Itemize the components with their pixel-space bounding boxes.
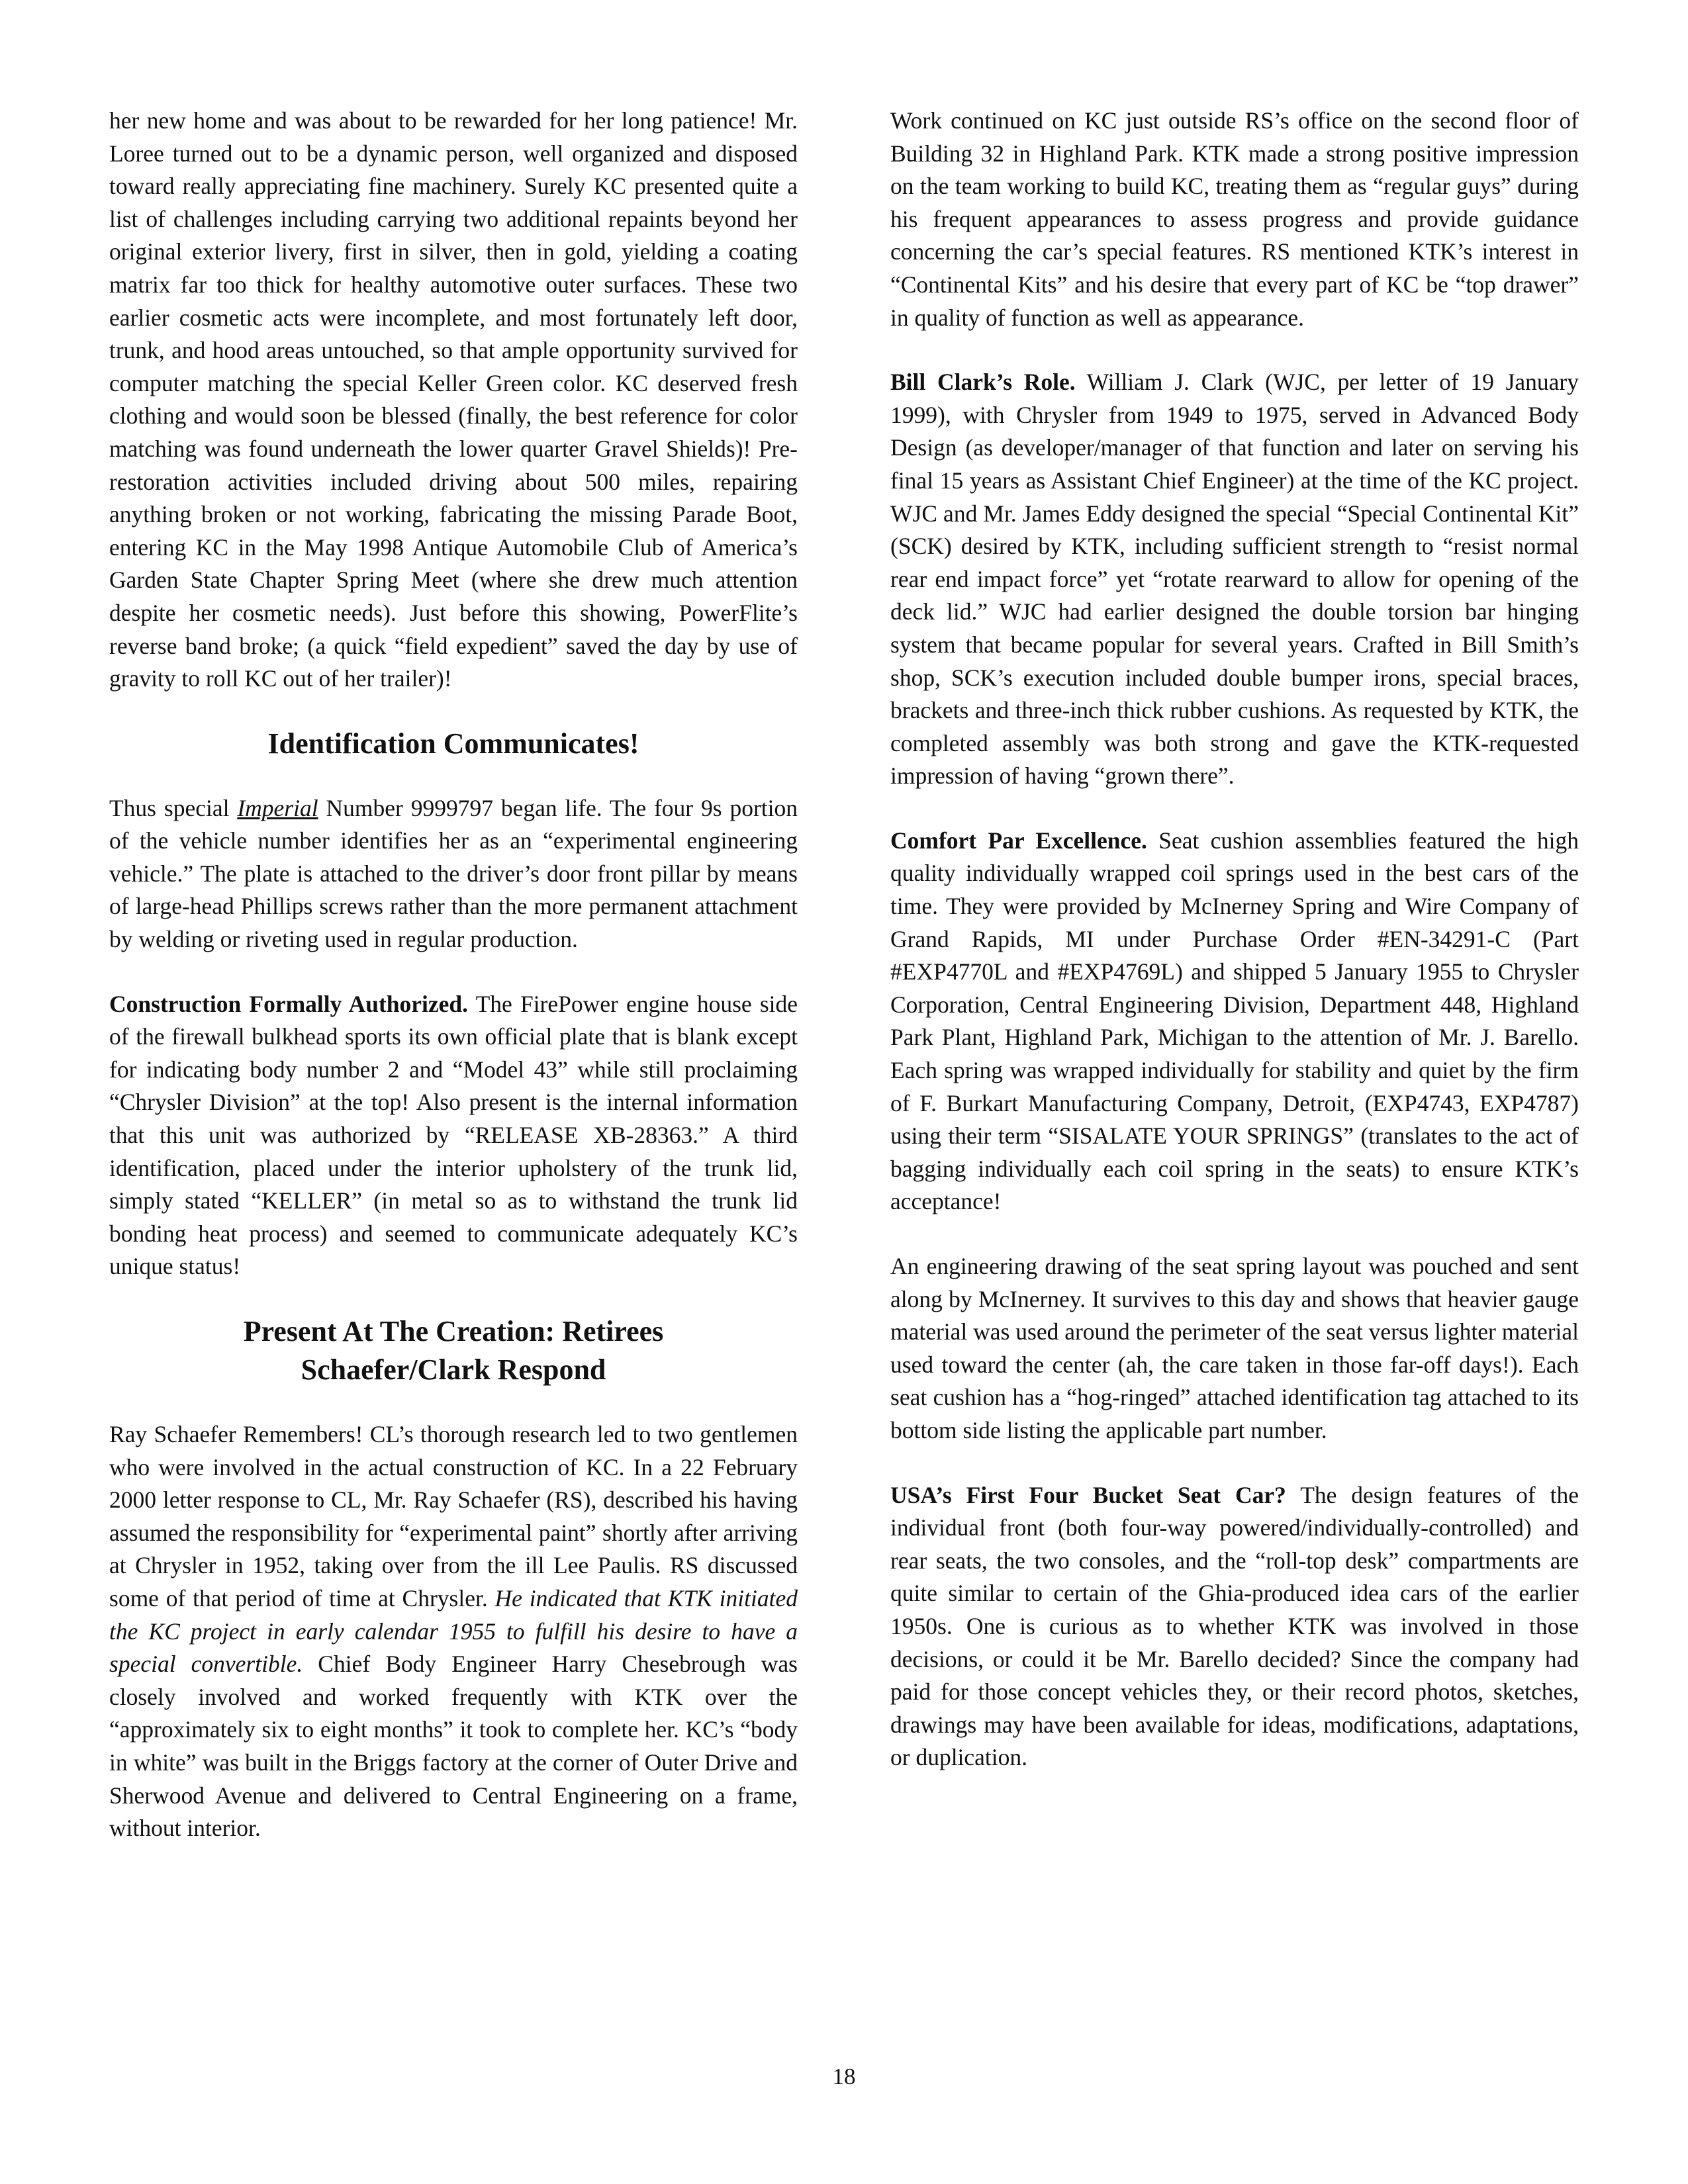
heading-identification-communicates: Identification Communicates! — [267, 727, 639, 760]
heading-line: Present At The Creation: Retirees — [243, 1315, 664, 1347]
page-number: 18 — [832, 2064, 856, 2089]
paragraph-vehicle-number — [109, 792, 798, 956]
paragraph-building-32: Work continued on KC just outside RS’s office on the second floor of Building 32 in Highland Park. KTK made a strong positive impression on the team working to build KC, treating them as “regular guys” during his frequent appearances to assess progress and provide guidance concerning the car’s special features. RS mentioned KTK’s interest in “Continental Kits” and his desire that every part of KC be “top drawer” in quality of function as well as appearance. — [890, 107, 1579, 331]
imperial-italic-underlined: Imperial — [237, 794, 318, 821]
paragraph-text: Chief Body Engineer Harry Chesebrough was closely involved and worked frequently with KTK over the “approximately six to eight months” it took to complete her. KC’s “body in white” was built in the Briggs factory at the corner of Outer Drive and Sherwood Avenue and delivered to Central Engineering on a frame, without interior. — [109, 1651, 798, 1842]
paragraph-text: William J. Clark (WJC, per letter of 19 January 1999), with Chrysler from 1949 to 1975, served in Advanced Body Design (as developer/manager of that function and later on serving his final 15 years as Assistant Chief Engineer) at the time of the KC project. WJC and Mr. James Eddy designed the special “Special Continental Kit” (SCK) desired by KTK, including sufficient strength to “resist normal rear end impact force” yet “rotate rearward to allow for opening of the deck lid.” WJC had earlier designed the double torsion bar hinging system that became popular for several years. Crafted in Bill Smith’s shop, SCK’s execution included double bumper irons, special braces, brackets and three-inch thick rubber cushions. As requested by KTK, the completed assembly was both strong and gave the KTK-requested impression of having “grown there”. — [890, 369, 1579, 790]
paragraph-italic-text: He indicated that KTK initiated the KC project in early calendar 1955 to fulfill his desire to have a special convertible. — [109, 1584, 798, 1678]
paragraph-text: The design features of the individual front (both four-way powered/individually-controlled) and rear seats, the two consoles, and the “roll-top desk” compartments are quite similar to certain of the Ghia-produced idea cars of the earlier 1950s. One is curious as to whether KTK was involved in those decisions, or could it be Mr. Barello decided? Since the company had paid for those concept vehicles they, or their record photos, sketches, drawings may have been available for ideas, modifications, adaptations, or duplication. — [890, 1481, 1579, 1771]
paragraph-comfort — [890, 825, 1579, 1218]
paragraph-engineering-drawing: An engineering drawing of the seat spring layout was pouched and sent along by McInerney. It survives to this day and shows that heavier gauge material was used around the perimeter of the seat versus lighter material used toward the center (ah, the care taken in those far-off days!). Each seat cushion has a “hog-ringed” attached identification tag attached to its bottom side listing the applicable part number. — [890, 1253, 1579, 1443]
paragraph-text: Thus special — [109, 794, 238, 821]
paragraph-text: Number 9999797 began life. The four 9s portion of the vehicle number identifies her as an “experimental engineering vehicle.” The plate is attached to the driver’s door front pillar by means of large-head Phillips screws rather than the more permanent attachment by welding or riveting used in regular production. — [109, 794, 798, 953]
right-column — [890, 105, 1579, 1774]
paragraph-text: Seat cushion assemblies featured the high quality individually wrapped coil springs used in the best cars of the time. They were provided by McInerney Spring and Wire Company of Grand Rapids, MI under Purchase Order #EN-34291-C (Part #EXP4770L and #EXP4769L) and shipped 5 January 1955 to Chrysler Corporation, Central Engineering Division, Department 448, Highland Park Plant, Highland Park, Michigan to the attention of Mr. J. Barello. Each spring was wrapped individually for stability and quiet by the firm of F. Burkart Manufacturing Company, Detroit, (EXP4743, EXP4787) using their term “SISALATE YOUR SPRINGS” (translates to the act of bagging individually each coil spring in the seats) to ensure KTK’s acceptance! — [890, 827, 1579, 1215]
paragraph-lead-in: Bill Clark’s Role. — [890, 369, 1076, 396]
paragraph-bucket-seat — [890, 1479, 1579, 1774]
paragraph-bill-clark — [890, 366, 1579, 793]
paragraph-lead-in: USA’s First Four Bucket Seat Car? — [890, 1481, 1286, 1508]
paragraph-lead-in: Construction Formally Authorized. — [109, 990, 469, 1017]
paragraph-intro-continued: her new home and was about to be rewarded for her long patience! Mr. Loree turned out to be a dynamic person, well organized and disposed toward really appreciating fine machinery. Surely KC presented quite a list of challenges including carrying two additional repaints beyond her original exterior livery, first in silver, then in gold, yielding a coating matrix far too thick for healthy automotive outer surfaces. These two earlier cosmetic acts were incomplete, and most fortunately left door, trunk, and hood areas untouched, so that ample opportunity survived for computer matching the special Keller Green color. KC deserved fresh clothing and would soon be blessed (finally, the best reference for color matching was found underneath the lower quarter Gravel Shields)! Prerestoration activities included driving about 500 miles, repairing anything broken or not working, fabricating the missing Parade Boot, entering KC in the May 1998 Antique Automobile Club of America’s Garden State Chapter Spring Meet (where she drew much attention despite her cosmetic needs). Just before this showing, PowerFlite’s reverse band broke; (a quick “field expedient” saved the day by use of gravity to roll KC out of her trailer)! — [109, 107, 798, 692]
paragraph-text: Ray Schaefer Remembers! CL’s thorough research led to two gentlemen who were involved in the actual construction of KC. In a 22 February 2000 letter response to CL, Mr. Ray Schaefer (RS), described his having assumed the responsibility for “experimental paint” shortly after arriving at Chrysler in 1952, taking over from the ill Lee Paulis. RS discussed some of that period of time at Chrysler. — [109, 1421, 798, 1612]
paragraph-construction-authorized — [109, 988, 798, 1283]
paragraph-lead-in: Comfort Par Excellence. — [890, 827, 1147, 854]
paragraph-text: The FirePower engine house side of the firewall bulkhead sports its own official plate that is blank except for indicating body number 2 and “Model 43” while still proclaiming “Chrysler Division” at the top! Also present is the internal information that this unit was authorized by “RELEASE XB-28363.” A third identification, placed under the interior upholstery of the trunk lid, simply stated “KELLER” (in metal so as to withstand the trunk lid bonding heat process) and seemed to communicate adequately KC’s unique status! — [109, 990, 798, 1280]
left-column — [109, 105, 798, 1845]
heading-line: Schaefer/Clark Respond — [301, 1353, 606, 1386]
heading-present-at-creation — [109, 1312, 798, 1389]
paragraph-ray-schaefer — [109, 1418, 798, 1845]
